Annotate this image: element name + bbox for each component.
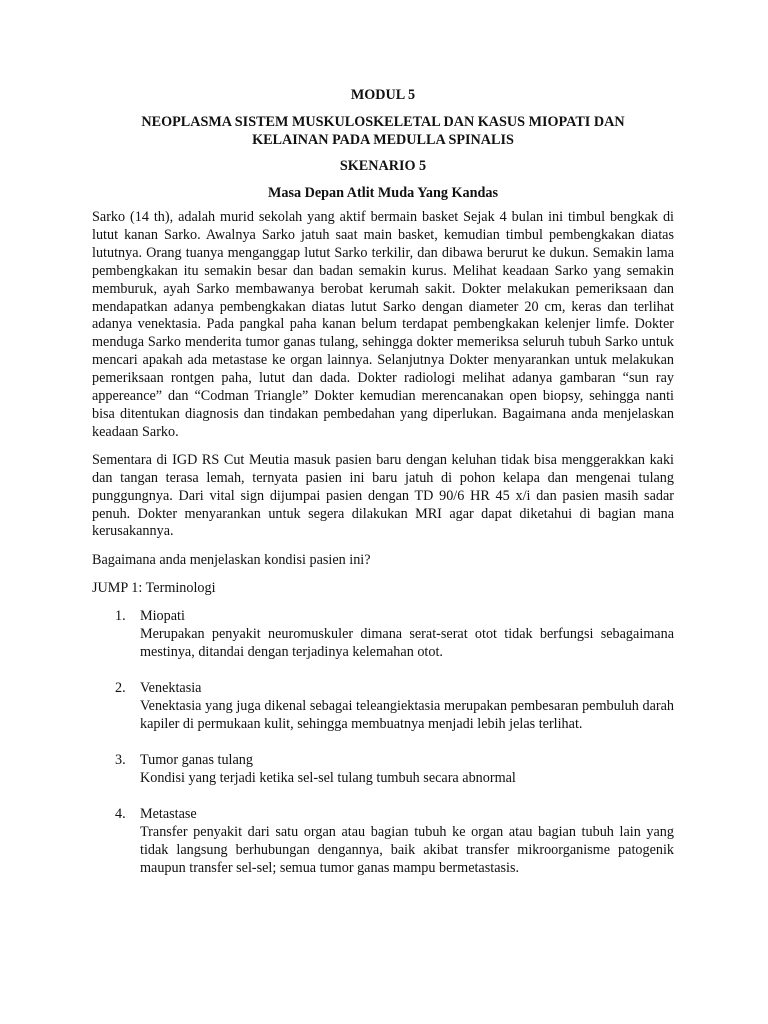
document-title [92, 113, 674, 149]
list-item-number: 2. [115, 680, 126, 697]
term-name: Metastase [140, 806, 197, 823]
terminology-list [92, 607, 674, 877]
list-item [92, 805, 674, 877]
list-item [92, 751, 674, 787]
term-name: Miopati [140, 608, 185, 625]
scenario-title: Masa Depan Atlit Muda Yang Kandas [267, 185, 499, 201]
list-item-number: 4. [115, 806, 126, 823]
term-definition: Transfer penyakit dari satu organ atau bagian tubuh ke organ atau bagian tubuh lain yang tidak langsung berhubungan dengannya, baik akibat transfer mikroorganisme patogenik maupun transfer sel-sel; semua tumor ganas mampu bermetastasis. [140, 824, 674, 877]
scenario-heading: SKENARIO 5 [339, 158, 427, 174]
jump-heading: JUMP 1: Terminologi [92, 580, 216, 597]
title-line-1: NEOPLASMA SISTEM MUSKULOSKELETAL DAN KASUS MIOPATI DAN [141, 114, 625, 130]
term-name: Venektasia [140, 680, 202, 697]
term-definition: Venektasia yang juga dikenal sebagai teleangiektasia merupakan pembesaran pembuluh darah kapiler di permukaan kulit, sehingga membuatnya menjadi lebih jelas terlihat. [140, 698, 674, 733]
list-item [92, 607, 674, 661]
scenario-paragraph-1: Sarko (14 th), adalah murid sekolah yang aktif bermain basket Sejak 4 bulan ini timbul bengkak di lutut kanan Sarko. Awalnya Sarko jatuh saat main basket, kemudian timbul pembengkakan diatas lututnya. Orang tuanya menganggap lutut Sarko terkilir, dan dibawa berurut ke dukun. Semakin lama pembengkakan itu semakin besar dan badan semakin kurus. Melihat keadaan Sarko yang semakin memburuk, ayah Sarko membawanya berobat kerumah sakit. Dokter melakukan pemeriksaan dan mendapatkan adanya pembengkakan diatas lutut Sarko dengan diameter 20 cm, keras dan terlihat adanya venektasia. Pada pangkal paha kanan belum terdapat pembengkakan kelenjer limfe. Dokter menduga Sarko menderita tumor ganas tulang, sehingga dokter memeriksa seluruh tubuh Sarko untuk mencari apakah ada metastase ke organ lainnya. Selanjutnya Dokter menyarankan untuk melakukan pemeriksaan rontgen paha, lutut dan dada. Dokter radiologi melihat adanya gambaran “sun ray appereance” dan “Codman Triangle” Dokter kemudian merencanakan open biopsy, sehingga nanti bisa ditentukan diagnosis dan tindakan pembedahan yang diperlukan. Bagaimana anda menjelaskan keadaan Sarko. [92, 209, 674, 440]
question-text: Bagaimana anda menjelaskan kondisi pasien ini? [92, 552, 371, 569]
term-definition: Kondisi yang terjadi ketika sel-sel tulang tumbuh secara abnormal [140, 770, 516, 787]
module-heading: MODUL 5 [350, 87, 416, 103]
title-line-2: KELAINAN PADA MEDULLA SPINALIS [252, 132, 514, 148]
term-name: Tumor ganas tulang [140, 752, 253, 769]
term-definition: Merupakan penyakit neuromuskuler dimana serat-serat otot tidak berfungsi sebagaimana mestinya, ditandai dengan terjadinya kelemahan otot. [140, 626, 674, 661]
scenario-paragraph-2: Sementara di IGD RS Cut Meutia masuk pasien baru dengan keluhan tidak bisa menggerakkan kaki dan tangan terasa lemah, ternyata pasien ini baru jatuh di pohon kelapa dan mengenai tulang punggungnya. Dari vital sign dijumpai pasien dengan TD 90/6 HR 45 x/i dan pasien masih sadar penuh. Dokter menyarankan untuk segera dilakukan MRI agar dapat diketahui di bagian mana kerusakannya. [92, 451, 674, 540]
list-item-number: 3. [115, 752, 126, 769]
list-item-number: 1. [115, 608, 126, 625]
list-item [92, 679, 674, 733]
document-content [92, 86, 674, 895]
